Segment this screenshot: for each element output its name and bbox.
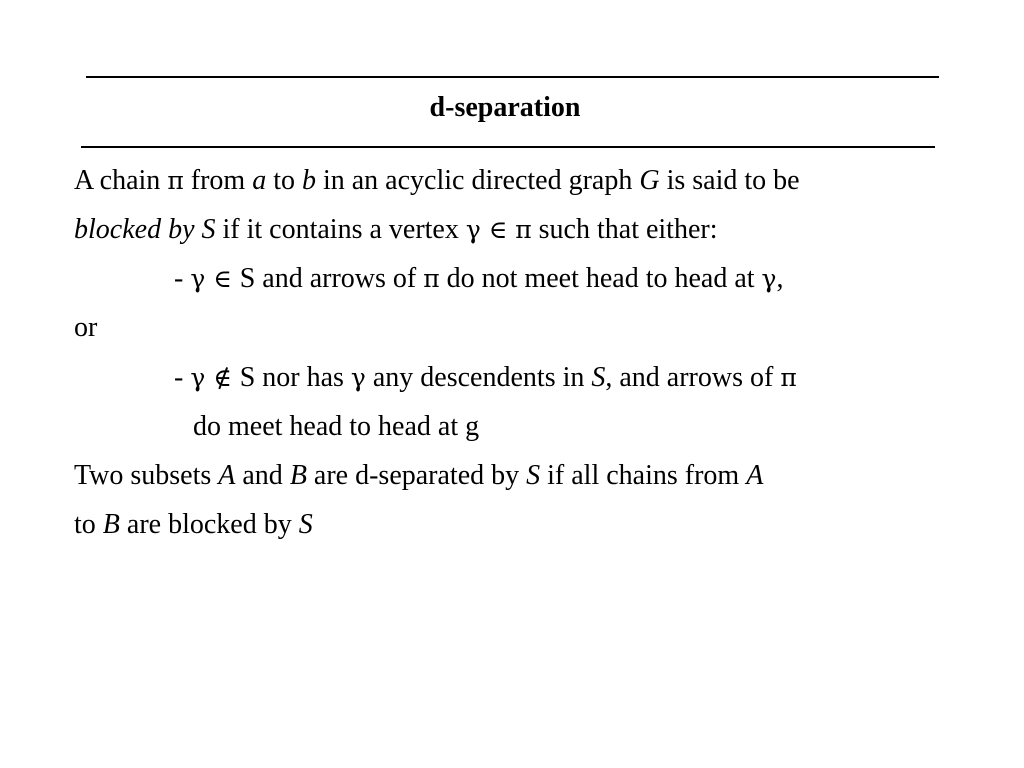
var-b: b (301, 165, 316, 196)
element-of-symbol: ∈ (480, 215, 516, 244)
top-rule (86, 76, 939, 78)
text: if it contains a vertex (215, 214, 466, 245)
case-2 (174, 360, 797, 396)
slide-title: d-separation (429, 92, 581, 123)
case-2-continuation: do meet head to head at g (193, 411, 480, 442)
not-element-of-symbol: ∉ (205, 363, 240, 392)
gamma-symbol: γ (761, 264, 777, 293)
gamma-symbol: γ (465, 215, 481, 244)
blocked-by-term: blocked by (74, 214, 195, 245)
text: nor has (255, 362, 351, 393)
conclusion-line-1 (74, 458, 763, 494)
conclusion-line-2 (74, 507, 313, 543)
text: Two subsets (74, 460, 219, 491)
pi-symbol: π (167, 166, 184, 195)
text: to (74, 509, 103, 540)
text: A chain (74, 165, 168, 196)
or-text: or (74, 312, 98, 343)
text: S (239, 263, 256, 294)
text: S (239, 362, 256, 393)
text (195, 214, 202, 245)
gamma-symbol: γ (190, 264, 206, 293)
var-A: A (746, 460, 764, 491)
text: are d-separated by (306, 460, 527, 491)
var-G: G (639, 165, 660, 196)
text: do not meet head to head at (439, 263, 762, 294)
element-of-symbol: ∈ (205, 264, 240, 293)
var-B: B (102, 509, 120, 540)
var-B: B (289, 460, 307, 491)
text: and (235, 460, 290, 491)
text: , (776, 263, 784, 294)
var-S: S (298, 509, 313, 540)
text: such that either: (531, 214, 718, 245)
definition-line-1 (74, 163, 800, 199)
text: - (174, 263, 191, 294)
text: and arrows of (255, 263, 424, 294)
text: if all chains from (540, 460, 747, 491)
text: from (183, 165, 253, 196)
text: any descendents in (365, 362, 592, 393)
var-S: S (201, 214, 216, 245)
var-a: a (252, 165, 267, 196)
bottom-rule (81, 146, 935, 148)
text: , and arrows of (605, 362, 781, 393)
definition-line-2 (74, 212, 717, 248)
text: to (266, 165, 302, 196)
case-1 (174, 261, 784, 297)
gamma-symbol: γ (350, 363, 366, 392)
text: in an acyclic directed graph (315, 165, 640, 196)
text: is said to be (659, 165, 800, 196)
var-S: S (526, 460, 541, 491)
var-S: S (591, 362, 606, 393)
var-A: A (218, 460, 236, 491)
text: are blocked by (119, 509, 299, 540)
pi-symbol: π (515, 215, 532, 244)
pi-symbol: π (780, 363, 797, 392)
gamma-symbol: γ (190, 363, 206, 392)
pi-symbol: π (423, 264, 440, 293)
text: - (174, 362, 191, 393)
